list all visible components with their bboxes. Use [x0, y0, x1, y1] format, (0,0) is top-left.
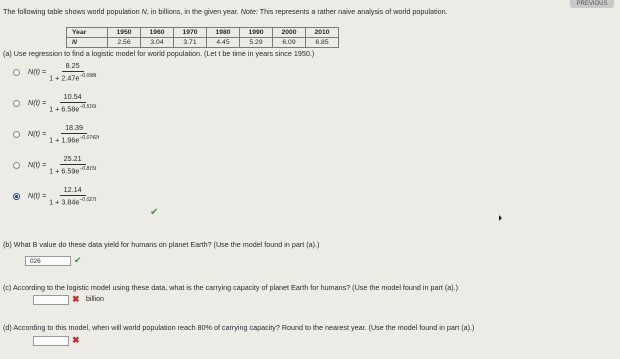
denominator [49, 103, 96, 113]
numerator: 10.54 [60, 92, 86, 103]
fraction [49, 123, 99, 144]
table-cell: 1960 [141, 28, 174, 38]
numerator: 18.39 [61, 123, 87, 134]
table-cell: 1980 [207, 28, 240, 38]
table-row-year [67, 28, 339, 38]
den-exponent: −0.027t [79, 197, 97, 204]
table-cell: 2010 [306, 28, 339, 38]
previous-button[interactable]: PREVIOUS [570, 0, 614, 8]
checkmark-icon: ✔ [74, 255, 82, 265]
formula-lhs: N(t) = [28, 129, 47, 139]
formula [28, 123, 99, 144]
table-cell: 1950 [108, 28, 141, 38]
formula-lhs: N(t) = [28, 98, 47, 108]
checkmark-icon: ✔ [150, 207, 159, 218]
choice-option-2[interactable] [10, 90, 160, 116]
part-b-answer-input[interactable]: 026 [25, 256, 71, 266]
x-mark-icon: ✖ [72, 335, 80, 345]
part-b-question: (b) What B value do these data yield for humans on planet Earth? (Use the model found in part (a).) [3, 240, 320, 249]
radio-button[interactable] [13, 100, 20, 107]
choice-option-5[interactable] [10, 183, 160, 209]
numerator: 12.14 [60, 185, 86, 196]
table-header-year: Year [67, 28, 108, 38]
numerator: 8.25 [62, 61, 84, 72]
radio-button[interactable] [13, 69, 20, 76]
x-mark-icon: ✖ [72, 294, 80, 304]
den-base: 1 + 3.84e [49, 197, 80, 207]
denominator [49, 196, 96, 206]
formula [28, 61, 96, 82]
radio-button[interactable] [13, 162, 20, 169]
table-cell: 3.71 [174, 38, 207, 48]
fraction [49, 185, 96, 206]
denominator [49, 72, 96, 82]
formula [28, 185, 96, 206]
denominator [49, 134, 99, 144]
table-cell: 5.29 [240, 38, 273, 48]
denominator [49, 165, 96, 175]
part-d-answer-input[interactable] [33, 336, 69, 346]
radio-button-selected[interactable] [13, 193, 20, 200]
den-exponent: −0.0742t [79, 135, 99, 142]
choice-option-1[interactable] [10, 59, 160, 85]
population-table [66, 27, 339, 48]
table-cell: 6.09 [273, 38, 306, 48]
mouse-cursor-icon [499, 215, 502, 221]
fraction [49, 154, 96, 175]
prompt-var-n: N [141, 7, 147, 16]
formula-lhs: N(t) = [28, 191, 47, 201]
formula-lhs: N(t) = [28, 67, 47, 77]
part-c-answer-input[interactable] [33, 295, 69, 305]
choice-option-4[interactable] [10, 152, 160, 178]
den-base: 1 + 6.59e [49, 166, 80, 176]
table-row-n [67, 38, 339, 48]
den-exponent: −0.098t [79, 73, 97, 80]
table-header-n: N [67, 38, 108, 48]
part-a-question: (a) Use regression to find a logistic model for world population. (Let t be time in years since 1950.) [3, 49, 315, 58]
part-c-question: (c) According to the logistic model using these data, what is the carrying capacity of planet Earth for humans? (Use the model found in part (a).) [3, 283, 459, 292]
fraction [49, 92, 96, 113]
table-cell: 1970 [174, 28, 207, 38]
den-exponent: −0.516t [79, 104, 97, 111]
table-cell: 2.56 [108, 38, 141, 48]
part-a-choices [10, 59, 160, 224]
den-base: 1 + 6.58e [49, 104, 80, 114]
problem-prompt [3, 7, 448, 17]
fraction [49, 61, 96, 82]
formula [28, 154, 96, 175]
den-base: 1 + 1.96e [49, 135, 80, 145]
radio-button[interactable] [13, 131, 20, 138]
prompt-text-mid: , in billions, in the given year. [146, 7, 241, 16]
numerator: 25.21 [60, 154, 86, 165]
table-cell: 1990 [240, 28, 273, 38]
formula [28, 92, 96, 113]
table-cell: 3.04 [141, 38, 174, 48]
prompt-note-label: Note: [240, 7, 258, 16]
den-exponent: −0.815t [79, 166, 97, 173]
prompt-text-before: The following table shows world population [3, 7, 142, 16]
part-d-question: (d) According to this model, when will world population reach 80% of carrying capacity? Round to the nearest year. (Use the model found in part (a).) [3, 323, 475, 332]
choice-option-3[interactable] [10, 121, 160, 147]
formula-lhs: N(t) = [28, 160, 47, 170]
prompt-text-after: This represents a rather naive analysis of world population. [257, 7, 448, 16]
table-cell: 4.45 [207, 38, 240, 48]
den-base: 1 + 2.47e [49, 73, 80, 83]
part-c-unit-label: billion [86, 296, 104, 303]
table-cell: 2000 [273, 28, 306, 38]
table-cell: 6.85 [306, 38, 339, 48]
